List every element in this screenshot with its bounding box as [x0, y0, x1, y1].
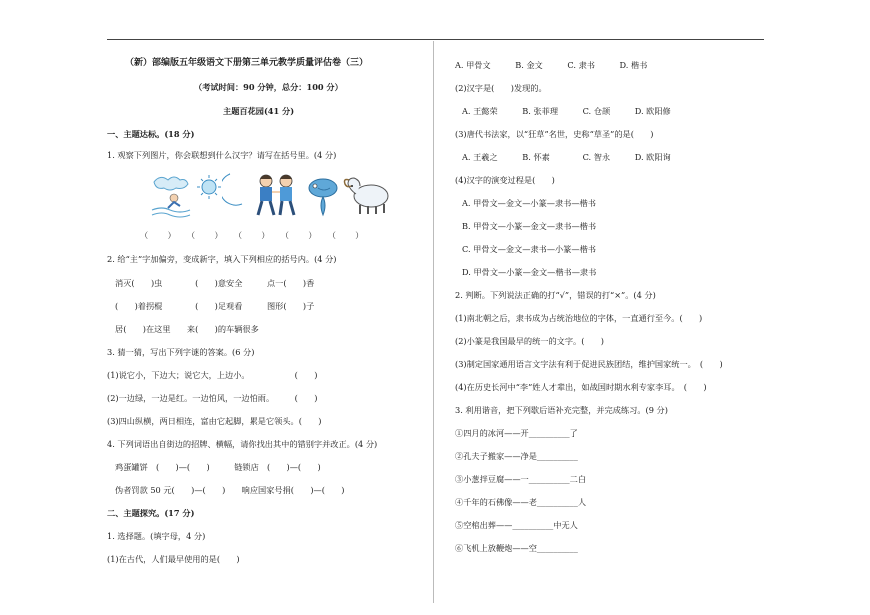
judge-item-1[interactable]: (1)南北朝之后，隶书成为占统治地位的字体，一直通行至今。( ) — [455, 313, 703, 323]
page-title: （新）部编版五年级语文下册第三单元教学质量评估卷（三） — [125, 58, 369, 68]
sub4-option-d[interactable]: D. 甲骨文—小篆—金文—楷书—隶书 — [462, 267, 597, 277]
q5-sub1: (1)在古代，人们最早使用的是( ) — [107, 554, 240, 564]
q2-row-2[interactable]: ( )着拐棍 ( )足观看 图形( )子 — [115, 301, 315, 311]
part1-title: 一、主题达标。(18 分) — [107, 129, 195, 139]
q4-row-2[interactable]: 伪者罚款 50 元( )—( ) 响应国家号捐( )—( ) — [115, 485, 345, 495]
children-icon — [248, 172, 304, 220]
river-child-icon — [148, 172, 196, 220]
q4-stem: 4. 下列词语出自街边的招牌、横幅，请你找出其中的错别字并改正。(4 分) — [107, 439, 378, 449]
sub4-option-c[interactable]: C. 甲骨文—金文—隶书—小篆—楷书 — [462, 244, 596, 254]
sub1-options[interactable]: A. 甲骨文 B. 金文 C. 隶书 D. 楷书 — [455, 60, 648, 70]
moon-icon — [222, 172, 244, 220]
column-divider — [433, 41, 434, 603]
q2-stem: 2. 给“主”字加偏旁，变成新字，填入下列相应的括号内。(4 分) — [107, 254, 337, 264]
q2-row-3[interactable]: 居( )在这里 来( )的车辆很多 — [115, 324, 259, 334]
sheep-icon — [342, 172, 392, 220]
sub3-options[interactable]: A. 王羲之 B. 怀素 C. 智永 D. 欧阳询 — [462, 152, 671, 162]
q1-stem: 1. 观察下列图片，你会联想到什么汉字？请写在括号里。(4 分) — [107, 150, 337, 160]
xiehouyu-item-5[interactable]: ⑤空棺出葬——__________中无人 — [455, 520, 578, 530]
xiehouyu-item-2[interactable]: ②孔夫子搬家——净是__________ — [455, 451, 578, 461]
fish-icon — [306, 172, 340, 220]
sub2-stem: (2)汉字是( )发现的。 — [455, 83, 547, 93]
xiehouyu-stem: 3. 利用谐音，把下列歇后语补充完整，并完成练习。(9 分) — [455, 405, 668, 415]
q3-item-2[interactable]: (2)一边绿，一边是红。一边怕风，一边怕雨。 ( ) — [107, 393, 318, 403]
section-theme: 主题百花园(41 分) — [223, 106, 295, 116]
xiehouyu-item-4[interactable]: ④千年的石佛像——老__________人 — [455, 497, 587, 507]
q5-stem: 1. 选择题。(填字母，4 分) — [107, 531, 206, 541]
q3-item-1[interactable]: (1)说它小，下边大；说它大，上边小。 ( ) — [107, 370, 318, 380]
sub4-option-b[interactable]: B. 甲骨文—小篆—金文—隶书—楷书 — [462, 221, 597, 231]
part2-title: 二、主题探究。(17 分) — [107, 508, 195, 518]
q3-item-3[interactable]: (3)四山纵横，两日相连，富由它起脚，累是它领头。( ) — [107, 416, 322, 426]
sub3-stem: (3)唐代书法家，以“狂草”名世，史称“草圣”的是( ) — [455, 129, 654, 139]
sun-icon — [197, 172, 221, 220]
sub2-options[interactable]: A. 王懿荣 B. 张菲理 C. 仓颉 D. 欧阳修 — [462, 106, 671, 116]
q1-brackets[interactable]: （ ） （ ） （ ） （ ） （ ） — [140, 230, 365, 240]
q4-row-1[interactable]: 鸡蛋罐饼 ( )—( ) 链锁店 ( )—( ) — [115, 462, 321, 472]
judge-item-3[interactable]: (3)制定国家通用语言文字法有利于促进民族团结，维护国家统一。 ( ) — [455, 359, 723, 369]
top-rule — [107, 39, 764, 40]
judge-stem: 2. 判断。下列说法正确的打“√”，错误的打“×”。(4 分) — [455, 290, 656, 300]
xiehouyu-item-1[interactable]: ①四月的冰河——开__________了 — [455, 428, 578, 438]
judge-item-4[interactable]: (4)在历史长河中“李”姓人才辈出，如战国时期水利专家李耳。 ( ) — [455, 382, 707, 392]
q2-row-1[interactable]: 消灭( )虫 ( )意安全 点一( )香 — [115, 278, 315, 288]
xiehouyu-item-6[interactable]: ⑥飞机上放鞭炮——空__________ — [455, 543, 578, 553]
xiehouyu-item-3[interactable]: ③小葱拌豆腐——一__________二白 — [455, 474, 587, 484]
exam-info: （考试时间：90 分钟，总分：100 分） — [194, 82, 343, 92]
sub4-stem: (4)汉字的演变过程是( ) — [455, 175, 555, 185]
q3-stem: 3. 猜一猜，写出下列字谜的答案。(6 分) — [107, 347, 255, 357]
sub4-option-a[interactable]: A. 甲骨文—金文—小篆—隶书—楷书 — [462, 198, 596, 208]
judge-item-2[interactable]: (2)小篆是我国最早的统一的文字。( ) — [455, 336, 604, 346]
